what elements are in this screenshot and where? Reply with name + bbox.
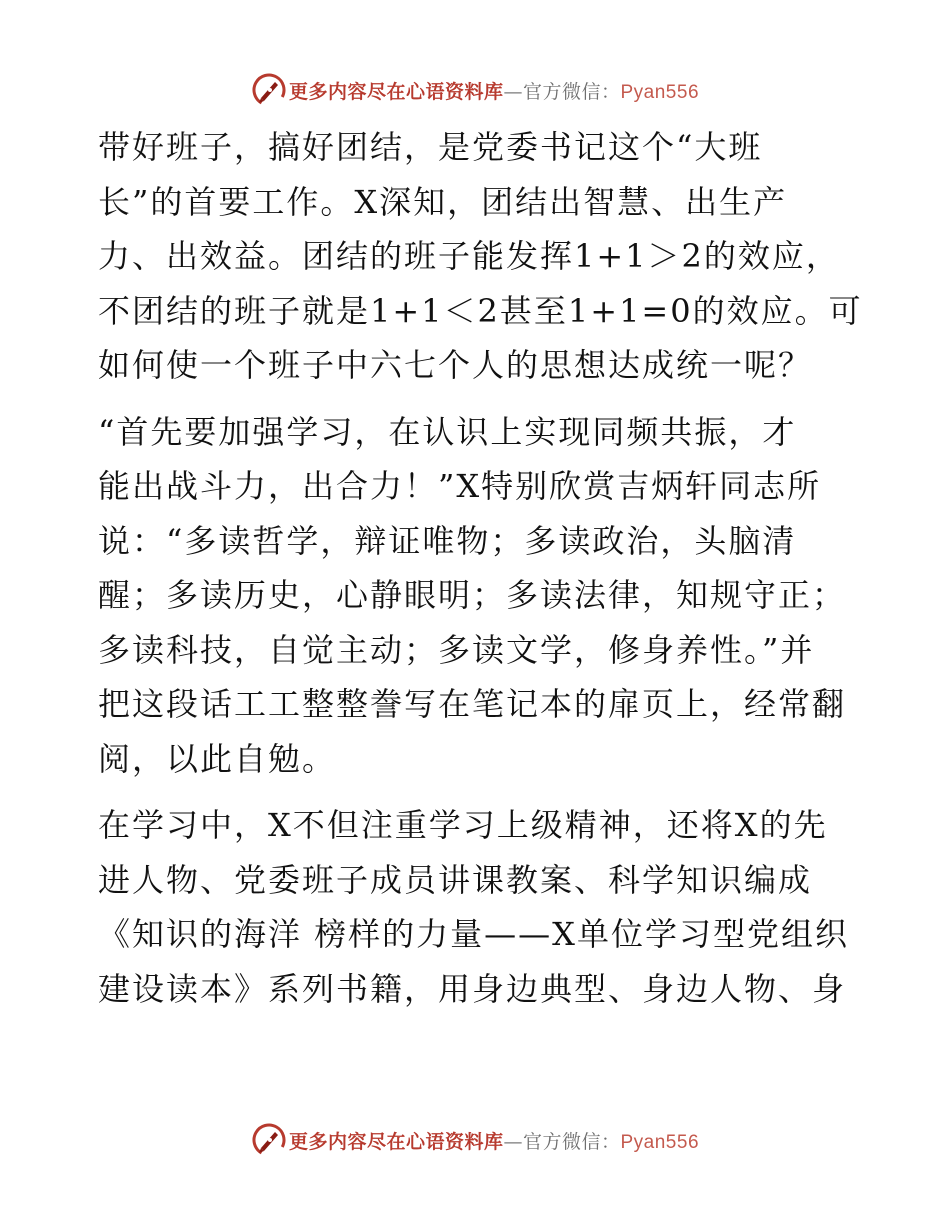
banner-prefix: 更多内容尽在心语资料库 [288, 80, 504, 103]
text-line: 带好班子，搞好团结，是党委书记这个“大班 [98, 128, 763, 166]
banner-text [289, 77, 699, 104]
text-line: 建设读本》系列书籍，用身边典型、身边人物、身 [98, 969, 847, 1008]
banner-dash: — [503, 80, 523, 103]
text-line: 进人物、党委班子成员讲课教案、科学知识编成 [98, 860, 813, 899]
paragraph-3 [98, 798, 858, 1016]
text-line: 能出战斗力，出合力！”X特别欣赏吉炳轩同志所 [98, 467, 822, 505]
banner-wechat-label: 官方微信： [522, 1130, 621, 1153]
banner-dash: — [503, 1130, 523, 1153]
pen-logo-icon [251, 1122, 287, 1158]
paragraph-2 [98, 405, 858, 787]
text-line: 不团结的班子就是1+1＜2甚至1+1=0的效应。可 [98, 291, 863, 330]
header-banner [0, 70, 950, 110]
text-line: 如何使一个班子中六七个人的思想达成统一呢？ [98, 346, 813, 384]
footer-banner [0, 1120, 950, 1160]
document-body [98, 120, 863, 1016]
pen-logo-icon [251, 72, 287, 108]
text-line: 《知识的海洋 榜样的力量——X单位学习型党组织 [98, 915, 849, 953]
banner-wechat-label: 官方微信： [522, 80, 621, 103]
banner-wechat-id: Pyan556 [620, 1131, 700, 1153]
banner-prefix: 更多内容尽在心语资料库 [288, 1130, 504, 1153]
text-line: 长”的首要工作。X深知，团结出智慧、出生产 [98, 182, 788, 221]
text-line: 多读科技，自觉主动；多读文学，修身养性。”并 [98, 630, 815, 669]
banner-wechat-id: Pyan556 [620, 81, 700, 103]
text-line: 在学习中，X不但注重学习上级精神，还将X的先 [98, 806, 828, 844]
text-line: “首先要加强学习，在认识上实现同频共振，才 [98, 412, 797, 451]
text-line: 力、出效益。团结的班子能发挥1+1＞2的效应， [98, 237, 840, 275]
paragraph-1 [98, 120, 863, 393]
text-line: 醒；多读历史，心静眼明；多读法律，知规守正； [98, 576, 847, 614]
banner-text [289, 1127, 699, 1154]
text-line: 阅，以此自勉。 [98, 739, 337, 778]
text-line: 把这段话工工整整誊写在笔记本的扉页上，经常翻 [98, 685, 847, 723]
text-line: 说：“多读哲学，辩证唯物；多读政治，头脑清 [98, 521, 797, 560]
